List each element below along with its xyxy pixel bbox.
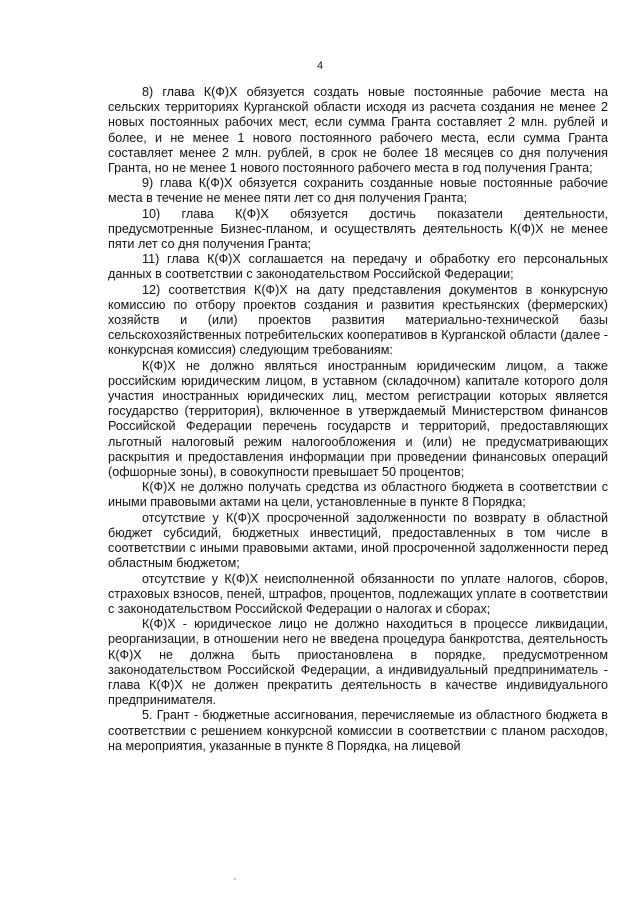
page-number: 4 [316,60,324,72]
paragraph-requirement-no-liquidation: К(Ф)Х - юридическое лицо не должно находиться в процессе ликвидации, реорганизации, в отношении него не введена процедура банкротства, деятельность К(Ф)Х не должна быть приостановлена в порядке, предусмотренном законодательством Российской Федерации, а индивидуальный предприниматель - глава К(Ф)Х не должен прекратить деятельность в качестве индивидуального предпринимателя. [108,617,608,708]
paragraph-item-12: 12) соответствия К(Ф)Х на дату представления документов в конкурсную комиссию по отбору проектов создания и развития крестьянских (фермерских) хозяйств и (или) проектов развития материально-технической базы сельскохозяйственных потребительских кооперативов в Курганской области (далее - конкурсная комиссия) следующим требованиям: [108,282,608,358]
paragraph-item-9: 9) глава К(Ф)Х обязуется сохранить созданные новые постоянные рабочие места в течение не менее пяти лет со дня получения Гранта; [108,176,608,206]
paragraph-requirement-no-budget-debt: отсутствие у К(Ф)Х просроченной задолженности по возврату в областной бюджет субсидий, бюджетных инвестиций, предоставленных в том числе в соответствии с иными правовыми актами, иной просроченной задолженности перед областным бюджетом; [108,510,608,571]
paragraph-item-5-grant: 5. Грант - бюджетные ассигнования, перечисляемые из областного бюджета в соответствии с решением конкурсной комиссии в соответствии с планом расходов, на мероприятия, указанные в пункте 8 Порядка, на лицевой [108,708,608,753]
paragraph-item-11: 11) глава К(Ф)Х соглашается на передачу и обработку его персональных данных в соответствии с законодательством Российской Федерации; [108,252,608,282]
paragraph-requirement-no-tax-debt: отсутствие у К(Ф)Х неисполненной обязанности по уплате налогов, сборов, страховых взносов, пеней, штрафов, процентов, подлежащих уплате в соответствии с законодательством Российской Федерации о налогах и сборах; [108,571,608,616]
paragraph-requirement-foreign-entity: К(Ф)Х не должно являться иностранным юридическим лицом, а также российским юридическим лицом, в уставном (складочном) капитале которого доля участия иностранных юридических лиц, местом регистрации которых является государство (территория), включенное в утверждаемый Министерством финансов Российской Федерации перечень государств и территорий, предоставляющих льготный налоговый режим налогообложения и (или) не предусматривающих раскрытия и предоставления информации при проведении финансовых операций (офшорные зоны), в совокупности превышает 50 процентов; [108,358,608,480]
scan-speck [234,878,236,880]
paragraph-requirement-no-other-funds: К(Ф)Х не должно получать средства из областного бюджета в соответствии с иными правовыми актами на цели, установленные в пункте 8 Порядка; [108,480,608,510]
document-body [108,85,608,754]
paragraph-item-10: 10) глава К(Ф)Х обязуется достичь показатели деятельности, предусмотренные Бизнес-планом, и осуществлять деятельность К(Ф)Х не менее пяти лет со дня получения Гранта; [108,206,608,252]
paragraph-item-8: 8) глава К(Ф)Х обязуется создать новые постоянные рабочие места на сельских территориях Курганской области исходя из расчета создания не менее 2 новых постоянных рабочих мест, если сумма Гранта составляет 2 млн. рублей и более, и не менее 1 нового постоянного рабочего места, если сумма Гранта составляет менее 2 млн. рублей, в срок не более 18 месяцев со дня получения Гранта, но не менее 1 нового постоянного рабочего места в год получения Гранта; [108,85,608,176]
